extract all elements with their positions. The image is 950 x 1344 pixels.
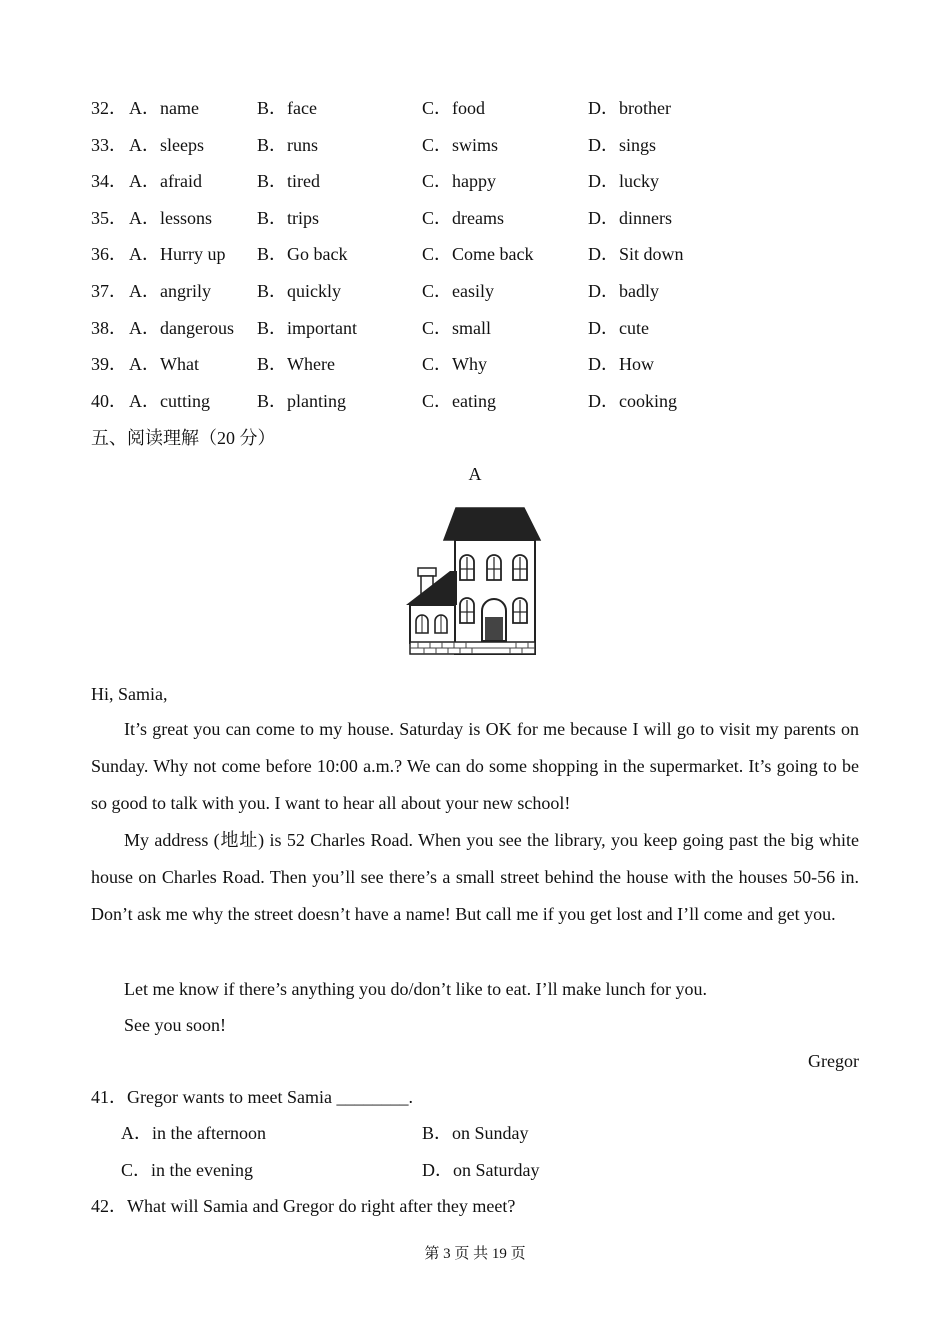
question-41-option-d: D．on Saturday: [422, 1160, 540, 1180]
question-number: 36．: [91, 244, 127, 264]
question-number: 37．: [91, 281, 127, 301]
option-b: B．important: [257, 318, 357, 338]
option-b: B．planting: [257, 391, 346, 411]
option-d: D．sings: [588, 135, 657, 155]
question-number: 35．: [91, 208, 127, 228]
letter-paragraph-2: My address (地址) is 52 Charles Road. When you see the library, you keep going past the big white house on Charles Road. Then you’ll see there’s a small street behind the house with the houses 50-56 in. Don’t ask me why the street doesn’t have a name! But call me if you get lost and I’ll come and get you.: [91, 830, 859, 924]
option-d: D．Sit down: [588, 244, 684, 264]
option-c: C．happy: [422, 171, 496, 191]
question-number: 32．: [91, 98, 127, 118]
option-d: D．cooking: [588, 391, 677, 411]
question-row-40: [91, 389, 677, 413]
passage-label: A: [468, 464, 482, 484]
question-row-36: [91, 242, 684, 266]
option-c: C．eating: [422, 391, 496, 411]
option-b: B．quickly: [257, 281, 341, 301]
option-a: A．What: [129, 354, 199, 374]
option-a: A．Hurry up: [129, 244, 226, 264]
option-c: C．easily: [422, 281, 494, 301]
option-a: A．lessons: [129, 208, 213, 228]
question-number: 38．: [91, 318, 127, 338]
option-a: A．afraid: [129, 171, 202, 191]
option-c: C．food: [422, 98, 485, 118]
question-row-32: [91, 96, 671, 120]
question-row-35: [91, 206, 672, 230]
option-d: D．badly: [588, 281, 659, 301]
option-b: B．face: [257, 98, 317, 118]
option-a: A．angrily: [129, 281, 211, 301]
option-d: D．brother: [588, 98, 671, 118]
letter-paragraph-1: It’s great you can come to my house. Saturday is OK for me because I will go to visit my parents on Sunday. Why not come before 10:00 a.m.? We can do some shopping in the supermarket. It’s going to be so good to talk with you. I want to hear all about your new school!: [91, 719, 859, 813]
question-41-option-a: A．in the afternoon: [121, 1123, 266, 1143]
option-c: C．small: [422, 318, 492, 338]
option-a: A．sleeps: [129, 135, 204, 155]
option-a: A．cutting: [129, 391, 210, 411]
option-d: D．How: [588, 354, 654, 374]
question-number: 33．: [91, 135, 127, 155]
option-c: C．Come back: [422, 244, 534, 264]
option-a: A．name: [129, 98, 199, 118]
option-b: B．trips: [257, 208, 320, 228]
option-b: B．Go back: [257, 244, 348, 264]
question-number: 39．: [91, 354, 127, 374]
option-c: C．Why: [422, 354, 487, 374]
letter-greeting: Hi, Samia,: [91, 684, 168, 704]
option-b: B．runs: [257, 135, 319, 155]
option-c: C．dreams: [422, 208, 504, 228]
option-d: D．cute: [588, 318, 649, 338]
letter-signature: Gregor: [808, 1051, 859, 1071]
question-row-33: [91, 133, 657, 157]
question-41-stem: 41．Gregor wants to meet Samia ________.: [91, 1087, 413, 1107]
question-row-39: [91, 352, 654, 376]
letter-paragraph-3: Let me know if there’s anything you do/don’t like to eat. I’ll make lunch for you.: [124, 979, 708, 999]
option-b: B．tired: [257, 171, 320, 191]
question-number: 40．: [91, 391, 127, 411]
question-41-option-b: B．on Sunday: [422, 1123, 529, 1143]
section-heading: 五、阅读理解（20 分）: [91, 428, 276, 448]
question-number: 34．: [91, 171, 127, 191]
option-d: D．dinners: [588, 208, 672, 228]
house-illustration: [404, 505, 544, 660]
option-c: C．swims: [422, 135, 499, 155]
question-42-stem: 42．What will Samia and Gregor do right after they meet?: [91, 1196, 516, 1216]
question-row-34: [91, 169, 659, 193]
question-row-38: [91, 316, 649, 340]
question-41-option-c: C．in the evening: [121, 1160, 253, 1180]
option-d: D．lucky: [588, 171, 659, 191]
option-b: B．Where: [257, 354, 335, 374]
letter-closing: See you soon!: [124, 1015, 226, 1035]
option-a: A．dangerous: [129, 318, 234, 338]
question-row-37: [91, 279, 659, 303]
page-footer: 第 3 页 共 19 页: [424, 1246, 526, 1262]
